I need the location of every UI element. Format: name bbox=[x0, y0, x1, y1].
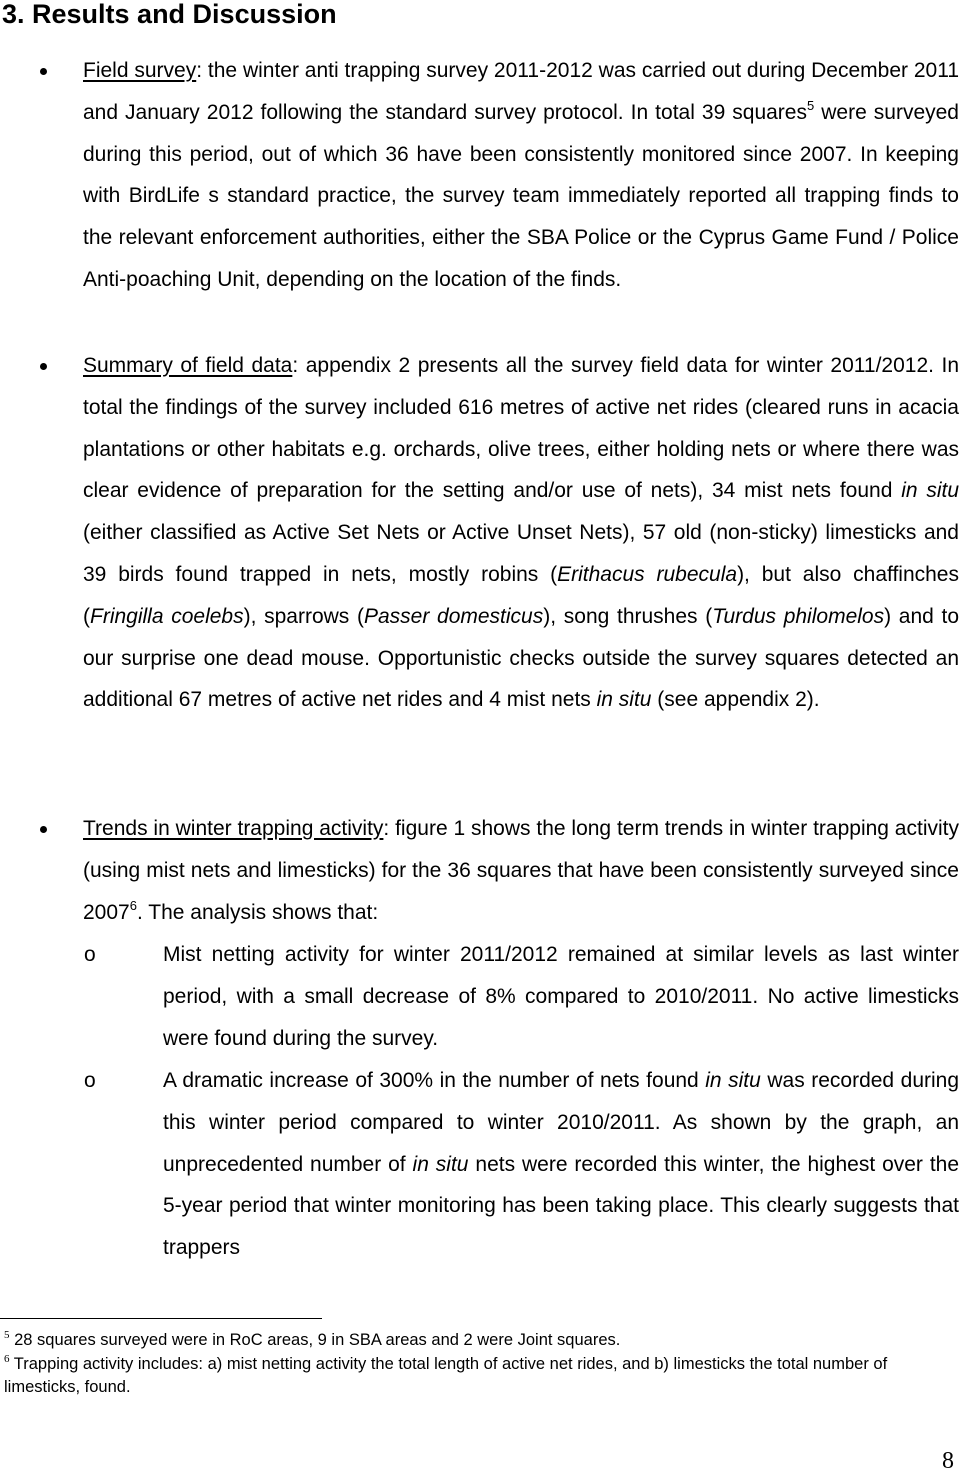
footnote-text: Trapping activity includes: a) mist netting activity the total length of active net rides, and b) limesticks the total number of limesticks, found. bbox=[4, 1354, 888, 1396]
species-name: Passer domesticus bbox=[363, 604, 544, 628]
text-run: ), but also chaffinches ( bbox=[83, 562, 959, 628]
circle-bullet-icon: o bbox=[84, 1069, 96, 1092]
footnotes bbox=[4, 1329, 936, 1400]
bullet-text bbox=[83, 345, 959, 721]
text-run: was recorded during this winter period compared to winter 2010/2011. As shown by the graph, an unprecedented number of bbox=[163, 1069, 960, 1176]
text-run: appendix 2 presents all the survey field data for winter 2011/2012. In total the findings of the survey included 616 metres of active net rides (cleared runs in acacia plantations or other habitats e.g. orchards, olive trees, either holding nets or where there was clear evidence of preparation for the setting and/or use of nets), 34 mist nets found bbox=[83, 354, 960, 503]
subbullet-text bbox=[163, 1060, 959, 1269]
bullet-body-continued: . The analysis shows that: bbox=[136, 900, 379, 924]
bullet-dot-icon bbox=[40, 68, 47, 75]
footnote-reference[interactable]: 6 bbox=[129, 897, 137, 913]
text-run: A dramatic increase of 300% in the number of nets found bbox=[163, 1069, 706, 1092]
footnote-5 bbox=[4, 1329, 936, 1353]
footnote-number: 6 bbox=[4, 1352, 10, 1365]
bullet-heading: Trends in winter trapping activity bbox=[83, 817, 384, 840]
bullet-dot-icon bbox=[40, 363, 47, 370]
text-run: nets were recorded this winter, the highest over the 5-year period that winter monitoring has been taking place. This clearly suggests that trappers bbox=[163, 1152, 960, 1260]
species-name: Turdus philomelos bbox=[712, 604, 885, 628]
subbullet-text: Mist netting activity for winter 2011/2012 remained at similar levels as last winter period, with a small decrease of 8% compared to 2010/2011. No active limesticks were found during the survey. bbox=[163, 943, 959, 1050]
footnote-6 bbox=[4, 1353, 936, 1400]
heading-separator: : bbox=[383, 817, 396, 840]
bullet-text bbox=[83, 50, 959, 301]
bullet-body: the winter anti trapping survey 2011-2012 was carried out during December 2011 and January 2012 following the standard survey protocol. In total 39 squares bbox=[83, 59, 959, 124]
bullet-dot-icon bbox=[40, 826, 47, 833]
footnote-reference[interactable]: 5 bbox=[806, 97, 815, 113]
text-run: ), song thrushes ( bbox=[543, 604, 713, 628]
italic-term: in situ bbox=[412, 1152, 469, 1176]
text-run: (see appendix 2). bbox=[651, 688, 820, 712]
text-run: ), sparrows ( bbox=[243, 604, 364, 628]
italic-term: in situ bbox=[596, 688, 652, 712]
bullet-body-continued: were surveyed during this period, out of which 36 have been consistently monitored since 2007. In keeping with BirdLife s standard practice, the survey team immediately reported all trapping finds to the relevant enforcement authorities, either the SBA Police or the Cyprus Game Fund / Police Anti-poaching Unit, depending on the location of the finds. bbox=[83, 100, 959, 291]
bullet-heading: Field survey bbox=[83, 59, 197, 82]
section-title: 3. Results and Discussion bbox=[2, 0, 337, 29]
heading-separator: : bbox=[196, 59, 208, 82]
page-number: 8 bbox=[942, 1448, 954, 1474]
footnote-number: 5 bbox=[4, 1329, 10, 1341]
footnote-divider bbox=[0, 1318, 322, 1319]
circle-bullet-icon: o bbox=[84, 943, 96, 966]
bullet-body: figure 1 shows the long term trends in winter trapping activity (using mist nets and limesticks) for the 36 squares that have been consistently surveyed since 2007 bbox=[83, 817, 959, 924]
italic-term: in situ bbox=[901, 479, 959, 503]
bullet-text bbox=[83, 808, 959, 933]
footnote-text: 28 squares surveyed were in RoC areas, 9 in SBA areas and 2 were Joint squares. bbox=[9, 1331, 621, 1349]
text-run: (either classified as Active Set Nets or Active Unset Nets), 57 old (non-sticky) limesticks and 39 birds found trapped in nets, mostly robins ( bbox=[83, 521, 959, 586]
bullet-heading: Summary of field data bbox=[83, 354, 293, 377]
species-name: Fringilla coelebs bbox=[90, 604, 244, 628]
heading-separator: : bbox=[292, 354, 306, 377]
text-run: ) and to our surprise one dead mouse. Opportunistic checks outside the survey squares detected an additional 67 metres of active net rides and 4 mist nets bbox=[83, 604, 960, 712]
species-name: Erithacus rubecula bbox=[557, 562, 738, 586]
italic-term: in situ bbox=[705, 1069, 761, 1092]
